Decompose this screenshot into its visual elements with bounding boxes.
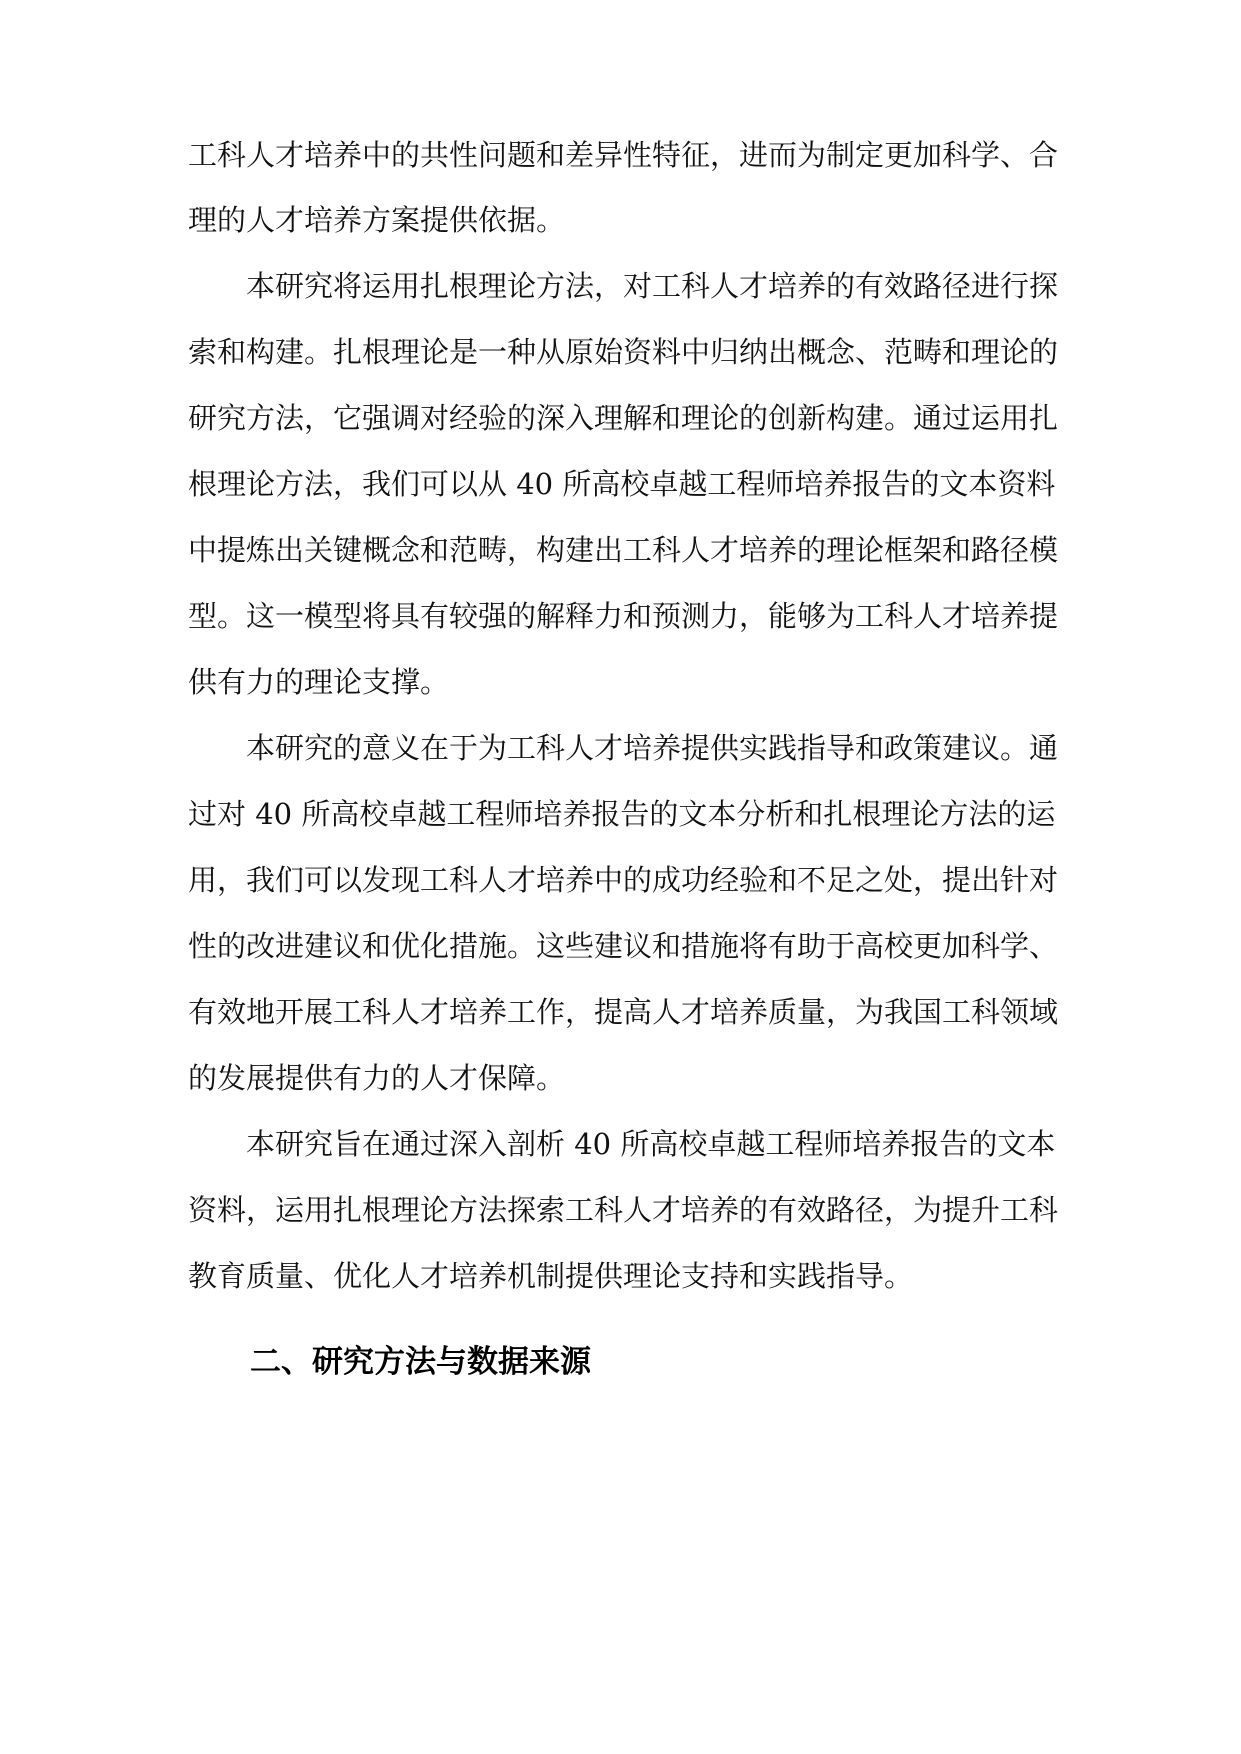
paragraph-line: 有效地开展工科人才培养工作，提高人才培养质量，为我国工科领域	[188, 995, 1059, 1029]
paragraph-line: 过对 40 所高校卓越工程师培养报告的文本分析和扎根理论方法的运	[188, 797, 1056, 831]
paragraph-line: 根理论方法，我们可以从 40 所高校卓越工程师培养报告的文本资料	[188, 467, 1056, 501]
paragraph-line: 资料，运用扎根理论方法探索工科人才培养的有效路径，为提升工科	[188, 1193, 1059, 1227]
section-heading: 二、研究方法与数据来源	[250, 1344, 591, 1380]
paragraph-line: 本研究将运用扎根理论方法，对工科人才培养的有效路径进行探	[246, 269, 1059, 303]
paragraph-line: 教育质量、优化人才培养机制提供理论支持和实践指导。	[188, 1259, 914, 1293]
paragraph-line: 研究方法，它强调对经验的深入理解和理论的创新构建。通过运用扎	[188, 401, 1059, 435]
paragraph-line: 的发展提供有力的人才保障。	[188, 1061, 566, 1095]
paragraph-line: 用，我们可以发现工科人才培养中的成功经验和不足之处，提出针对	[188, 863, 1059, 897]
paragraph-line: 型。这一模型将具有较强的解释力和预测力，能够为工科人才培养提	[188, 599, 1059, 633]
paragraph-line: 供有力的理论支撑。	[188, 665, 450, 699]
paragraph-line: 索和构建。扎根理论是一种从原始资料中归纳出概念、范畴和理论的	[188, 335, 1059, 369]
paragraph-line: 中提炼出关键概念和范畴，构建出工科人才培养的理论框架和路径模	[188, 533, 1059, 567]
paragraph-line: 理的人才培养方案提供依据。	[188, 203, 566, 237]
paragraph-line: 本研究的意义在于为工科人才培养提供实践指导和政策建议。通	[246, 731, 1059, 765]
paragraph-line: 性的改进建议和优化措施。这些建议和措施将有助于高校更加科学、	[188, 929, 1059, 963]
paragraph-line: 本研究旨在通过深入剖析 40 所高校卓越工程师培养报告的文本	[246, 1127, 1056, 1161]
paragraph-line: 工科人才培养中的共性问题和差异性特征，进而为制定更加科学、合	[188, 138, 1059, 172]
